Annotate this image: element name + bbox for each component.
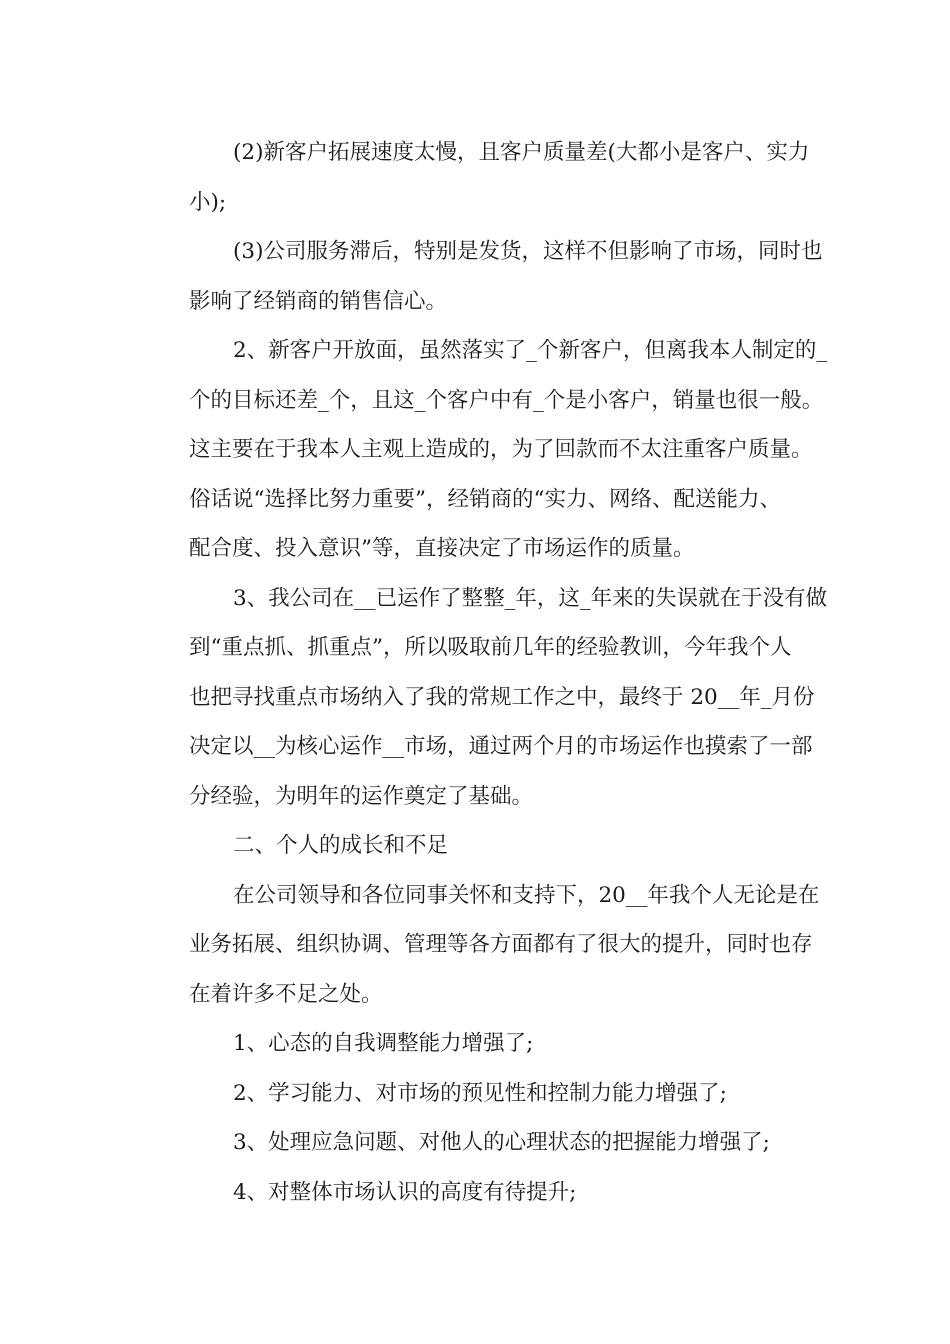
text-line: 配合度、投入意识”等，直接决定了市场运作的质量。 [189,536,695,561]
text-line: (3)公司服务滞后，特别是发货，这样不但影响了市场，同时也 [233,239,823,264]
paragraph-new-client-expansion [145,326,828,574]
document-body [145,128,828,1217]
list-item: 4、对整体市场认识的高度有待提升; [233,1179,577,1205]
text-line: 到“重点抓、抓重点”，所以吸取前几年的经验教训，今年我个人 [189,635,792,660]
list-item: 3、处理应急问题、对他人的心理状态的把握能力增强了; [233,1130,770,1155]
text-line: 3、我公司在__已运作了整整_年，这_年来的失误就在于没有做 [233,585,828,611]
list-item-mindset [145,1019,805,1069]
section-heading: 二、个人的成长和不足 [233,833,449,858]
list-item-market-view [145,1168,805,1218]
text-line: 影响了经销商的销售信心。 [189,288,448,314]
list-item: 2、学习能力、对市场的预见性和控制力能力增强了; [233,1080,727,1106]
list-item-emergency [145,1118,805,1168]
list-item: 1、心态的自我调整能力增强了; [233,1031,534,1056]
text-line: 在着许多不足之处。 [189,981,383,1007]
text-line: 小); [189,189,227,215]
text-line: 也把寻找重点市场纳入了我的常规工作之中，最终于 20__年_月份 [189,684,815,710]
paragraph-service-lag [145,227,823,326]
list-item-learning [145,1069,805,1119]
section-heading-growth [145,821,805,871]
text-line: 在公司领导和各位同事关怀和支持下，20__年我个人无论是在 [233,882,820,908]
text-line: 俗话说“选择比努力重要”，经销商的“实力、网络、配送能力、 [189,486,781,512]
paragraph-key-market [145,574,828,822]
text-line: 个的目标还差_个，且这_个客户中有_个是小客户，销量也很一般。 [189,387,824,413]
paragraph-growth-intro [145,871,820,1020]
text-line: 决定以__为核心运作__市场，通过两个月的市场运作也摸索了一部 [189,734,813,759]
text-line: 2、新客户开放面，虽然落实了_个新客户，但离我本人制定的_ [233,338,828,363]
text-line: 业务拓展、组织协调、管理等各方面都有了很大的提升，同时也存 [189,932,813,957]
paragraph-new-client-speed [145,128,810,227]
text-line: (2)新客户拓展速度太慢，且客户质量差(大都小是客户、实力 [233,140,810,165]
text-line: 这主要在于我本人主观上造成的，为了回款而不太注重客户质量。 [189,437,813,462]
text-line: 分经验，为明年的运作奠定了基础。 [189,783,534,809]
